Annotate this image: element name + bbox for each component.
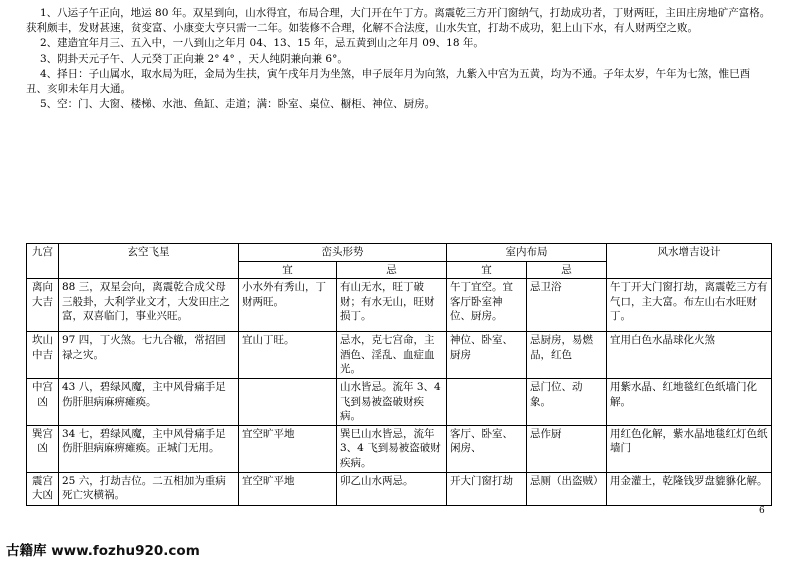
cell-stars: 97 四，丁火煞。七九合辙，常招回禄之灾。 <box>59 332 239 379</box>
cell-terrain-ji: 有山无水，旺丁破财；有水无山，旺财损丁。 <box>337 279 447 332</box>
header-terrain-yi: 宜 <box>239 261 337 279</box>
cell-stars: 88 三，双星会向，离震乾合成父母三般卦，大利学业文才，大发田庄之富，双喜临门，事业兴旺。 <box>59 279 239 332</box>
header-palace: 九宫 <box>27 244 59 279</box>
cell-interior-ji: 忌卫浴 <box>527 279 607 332</box>
cell-palace: 坎山中吉 <box>27 332 59 379</box>
cell-interior-yi: 客厅、卧室、闲房、 <box>447 425 527 472</box>
cell-terrain-yi <box>239 378 337 425</box>
header-fengshui: 风水增吉设计 <box>607 244 772 279</box>
cell-interior-ji: 忌门位、动象。 <box>527 378 607 425</box>
header-terrain: 峦头形势 <box>239 244 447 262</box>
header-terrain-ji: 忌 <box>337 261 447 279</box>
cell-fengshui: 用紫水晶、红地毯红色纸墙门化解。 <box>607 378 772 425</box>
cell-palace: 离向大吉 <box>27 279 59 332</box>
table-row <box>27 332 772 379</box>
cell-terrain-ji: 巽巳山水皆忌，流年 3、4 飞到易被盗破财疾病。 <box>337 425 447 472</box>
paragraph-4: 4、择日：子山属水，取水局为旺，金局为生扶，寅午戌年月为坐煞，申子辰年月为向煞，九紫入中宫为五黄，均为不通。子年太岁，午年为七煞，惟巳酉丑、亥卯未年月大通。 <box>26 67 751 96</box>
header-interior: 室内布局 <box>447 244 607 262</box>
watermark-url: www.fozhu920.com <box>51 543 200 559</box>
cell-terrain-ji: 卯乙山水两忌。 <box>337 472 447 505</box>
cell-terrain-yi: 宜空旷平地 <box>239 472 337 505</box>
header-interior-ji: 忌 <box>527 261 607 279</box>
cell-terrain-ji: 忌水，克七宫命，主酒色、淫乱、血症血光。 <box>337 332 447 379</box>
paragraph-3: 3、阴卦天元子午、人元癸丁正向兼 2° 4° ，天人纯阴兼向兼 6°。 <box>40 52 348 65</box>
cell-palace: 巽宫凶 <box>27 425 59 472</box>
cell-interior-yi: 午丁宜空。宜客厅卧室神位、厨房。 <box>447 279 527 332</box>
cell-fengshui: 午丁开大门窗打劫，离震乾三方有气口，主大富。布左山右水旺财丁。 <box>607 279 772 332</box>
table-row <box>27 279 772 332</box>
paragraph-1: 1、八运子午正向，地运 80 年。双星到向，山水得宜，布局合理，大门开在午丁方。离震乾三方开门窗纳气，打劫成功者，丁财两旺，主田庄房地矿产富格。获利颇丰，发财甚速，贫变富、小康变大亨只需一二年。如装修不合理，化解不合法度，山水失宜，打劫不成功，犯上山下水，有人财两空之败。 <box>26 7 771 35</box>
table-row <box>27 472 772 505</box>
cell-fengshui: 用红色化解，紫水晶地毯红灯色纸墙门 <box>607 425 772 472</box>
table-row <box>27 378 772 425</box>
cell-interior-yi: 神位、卧室、厨房 <box>447 332 527 379</box>
cell-terrain-yi: 宜山丁旺。 <box>239 332 337 379</box>
cell-interior-ji: 忌厨房，易燃品，红色 <box>527 332 607 379</box>
header-interior-yi: 宜 <box>447 261 527 279</box>
cell-terrain-yi: 小水外有秀山，丁财两旺。 <box>239 279 337 332</box>
watermark <box>6 539 200 559</box>
cell-fengshui: 宜用白色水晶球化火煞 <box>607 332 772 379</box>
cell-terrain-ji: 山水皆忌。流年 3、4 飞到易被盗破财疾病。 <box>337 378 447 425</box>
cell-stars: 34 七，碧绿风魔，主中风骨痛手足伤肝胆病麻痹瘫痪。正城门无用。 <box>59 425 239 472</box>
page-number: 6 <box>759 506 765 516</box>
cell-fengshui: 用金灌土，乾隆钱罗盘貔貅化解。 <box>607 472 772 505</box>
header-row-1 <box>27 244 772 262</box>
cell-stars: 43 八，碧绿风魔，主中风骨痛手足伤肝胆病麻痹瘫痪。 <box>59 378 239 425</box>
cell-interior-ji: 忌厕（出盗贼） <box>527 472 607 505</box>
watermark-site-name: 古籍库 <box>6 543 47 559</box>
cell-palace: 中宫凶 <box>27 378 59 425</box>
cell-interior-yi <box>447 378 527 425</box>
cell-palace: 震宫大凶 <box>27 472 59 505</box>
cell-terrain-yi: 宜空旷平地 <box>239 425 337 472</box>
paragraph-2: 2、建造宜年月三、五入中，一八到山之年月 04、13、15 年，忌五黄到山之年月 09、18 年。 <box>40 37 484 50</box>
cell-stars: 25 六，打劫吉位。二五相加为重病死亡灾横祸。 <box>59 472 239 505</box>
paragraph-5: 5、空：门、大窗、楼梯、水池、鱼缸、走道；满：卧室、桌位、橱柜、神位、厨房。 <box>40 98 436 111</box>
fengshui-table <box>26 243 772 506</box>
header-stars: 玄空飞星 <box>59 244 239 279</box>
body-text <box>26 6 771 112</box>
cell-interior-yi: 开大门窗打劫 <box>447 472 527 505</box>
table-row <box>27 425 772 472</box>
cell-interior-ji: 忌作厨 <box>527 425 607 472</box>
